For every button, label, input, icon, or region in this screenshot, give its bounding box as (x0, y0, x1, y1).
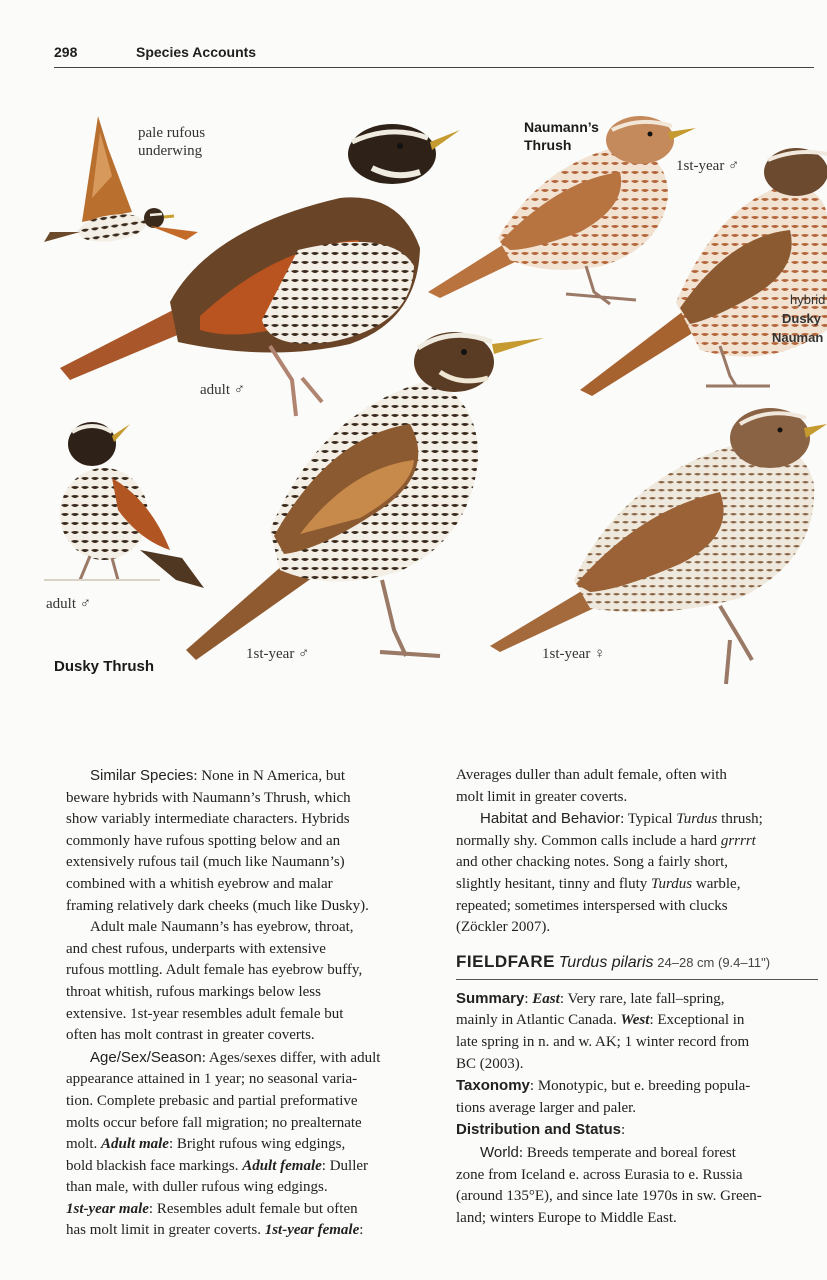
label-adult-male-small: adult ♂ (46, 596, 91, 612)
right-column: Averages duller than adult female, often with molt limit in greater coverts. Habitat and Behavior: Typical Turdus thrush; normally shy. Common calls include a hard grrrrt and other chacking notes. Song a fairly short, slightly hesitant, tinny and fluty Turdus warble, repeated; sometimes interspersed with clucks (Zöckler 2007). FIELDFARE Turdus pilaris 24–28 cm (9.4–11") Summary: East: Very rare, late fall–spring, mainly in Atlantic Canada. West: Exceptional in late spring in n. and w. AK; 1 winter record from BC (2003). Taxonomy: Monotypic, but e. breeding popula- tions average larger and paler. Distribution and Status: World: Breeds temperate and boreal forest zone from Iceland e. across Eurasia to e. Russia (around 135°E), and since late 1970s in sw. Green- land; winters Europe to Middle East. (456, 765, 818, 1229)
header-rule (54, 67, 814, 68)
label-naumann-first-year-male: 1st-year ♂ (676, 158, 740, 174)
label-first-year-female: 1st-year ♀ (542, 646, 606, 662)
dusky-thrush-title: Dusky Thrush (54, 658, 155, 675)
running-section-title: Species Accounts (136, 44, 257, 60)
distribution-heading: Distribution and Status (456, 1121, 621, 1139)
distribution-heading-line: Distribution and Status: (456, 1121, 626, 1139)
summary-heading: Summary (456, 989, 525, 1007)
fieldfare-species-header (456, 951, 818, 974)
summary-paragraph: Summary: East: Very rare, late fall–spring, (456, 989, 725, 1007)
label-adult-male-large: adult ♂ (200, 382, 245, 398)
similar-species-paragraph: Similar Species: None in N America, but (90, 767, 346, 784)
left-column: Similar Species: None in N America, but beware hybrids with Naumann’s Thrush, which show variably intermediate characters. Hybrids commonly have rufous spotting below and an extensively rufous tail (much like Naumann’s) combined with a whitish eyebrow and malar framing relatively dark cheeks (much like Dusky). Adult male Naumann’s has eyebrow, throat, and chest rufous, underparts with extensive rufous mottling. Adult female has eyebrow buffy, throat whitish, rufous markings below less extensive. 1st-year resembles adult female but often has molt contrast in greater coverts. Age/Sex/Season: Ages/sexes differ, with adult appearance attained in 1 year; no seasonal varia- tion. Complete prebasic and partial preformative molts occur before fall migration; no prealternate molt. Adult male: Bright rufous wing edgings, bold blackish face markings. Adult female: Duller than male, with duller rufous wing edgings. 1st-year male: Resembles adult female but often has molt limit in greater coverts. 1st-year female: (66, 765, 438, 1242)
naumanns-thrush-first-year-female (490, 408, 827, 684)
label-first-year-male-dusky: 1st-year ♂ (246, 646, 310, 662)
fieldfare-scientific-name: Turdus pilaris (558, 953, 654, 971)
taxonomy-paragraph: Taxonomy: Monotypic, but e. breeding popula- (456, 1077, 751, 1095)
label-hybrid: hybrid Dusky Nauman (772, 292, 826, 345)
habitat-behavior-paragraph: Habitat and Behavior: Typical Turdus thrush; (480, 810, 763, 828)
age-sex-season-paragraph: Age/Sex/Season: Ages/sexes differ, with adult (90, 1048, 381, 1066)
taxonomy-heading: Taxonomy (456, 1077, 530, 1095)
fieldfare-size: 24–28 cm (9.4–11") (657, 954, 771, 970)
dusky-thrush-adult-male-large (60, 124, 460, 416)
label-pale-rufous-underwing: pale rufous underwing (138, 125, 206, 159)
age-sex-season-heading: Age/Sex/Season (90, 1048, 202, 1066)
similar-species-heading: Similar Species (90, 767, 194, 784)
illustration-plate (0, 80, 827, 720)
bird-illustrations (0, 80, 827, 720)
fieldfare-name: FIELDFARE (456, 951, 555, 971)
habitat-behavior-heading: Habitat and Behavior (480, 810, 621, 828)
dusky-thrush-adult-male-small (44, 422, 204, 588)
page-header (54, 44, 814, 68)
species-header-rule (456, 979, 818, 980)
page-number: 298 (54, 44, 78, 60)
world-paragraph: World: Breeds temperate and boreal forest (480, 1143, 736, 1161)
naumanns-thrush-title: Naumann’s Thrush (524, 119, 599, 153)
